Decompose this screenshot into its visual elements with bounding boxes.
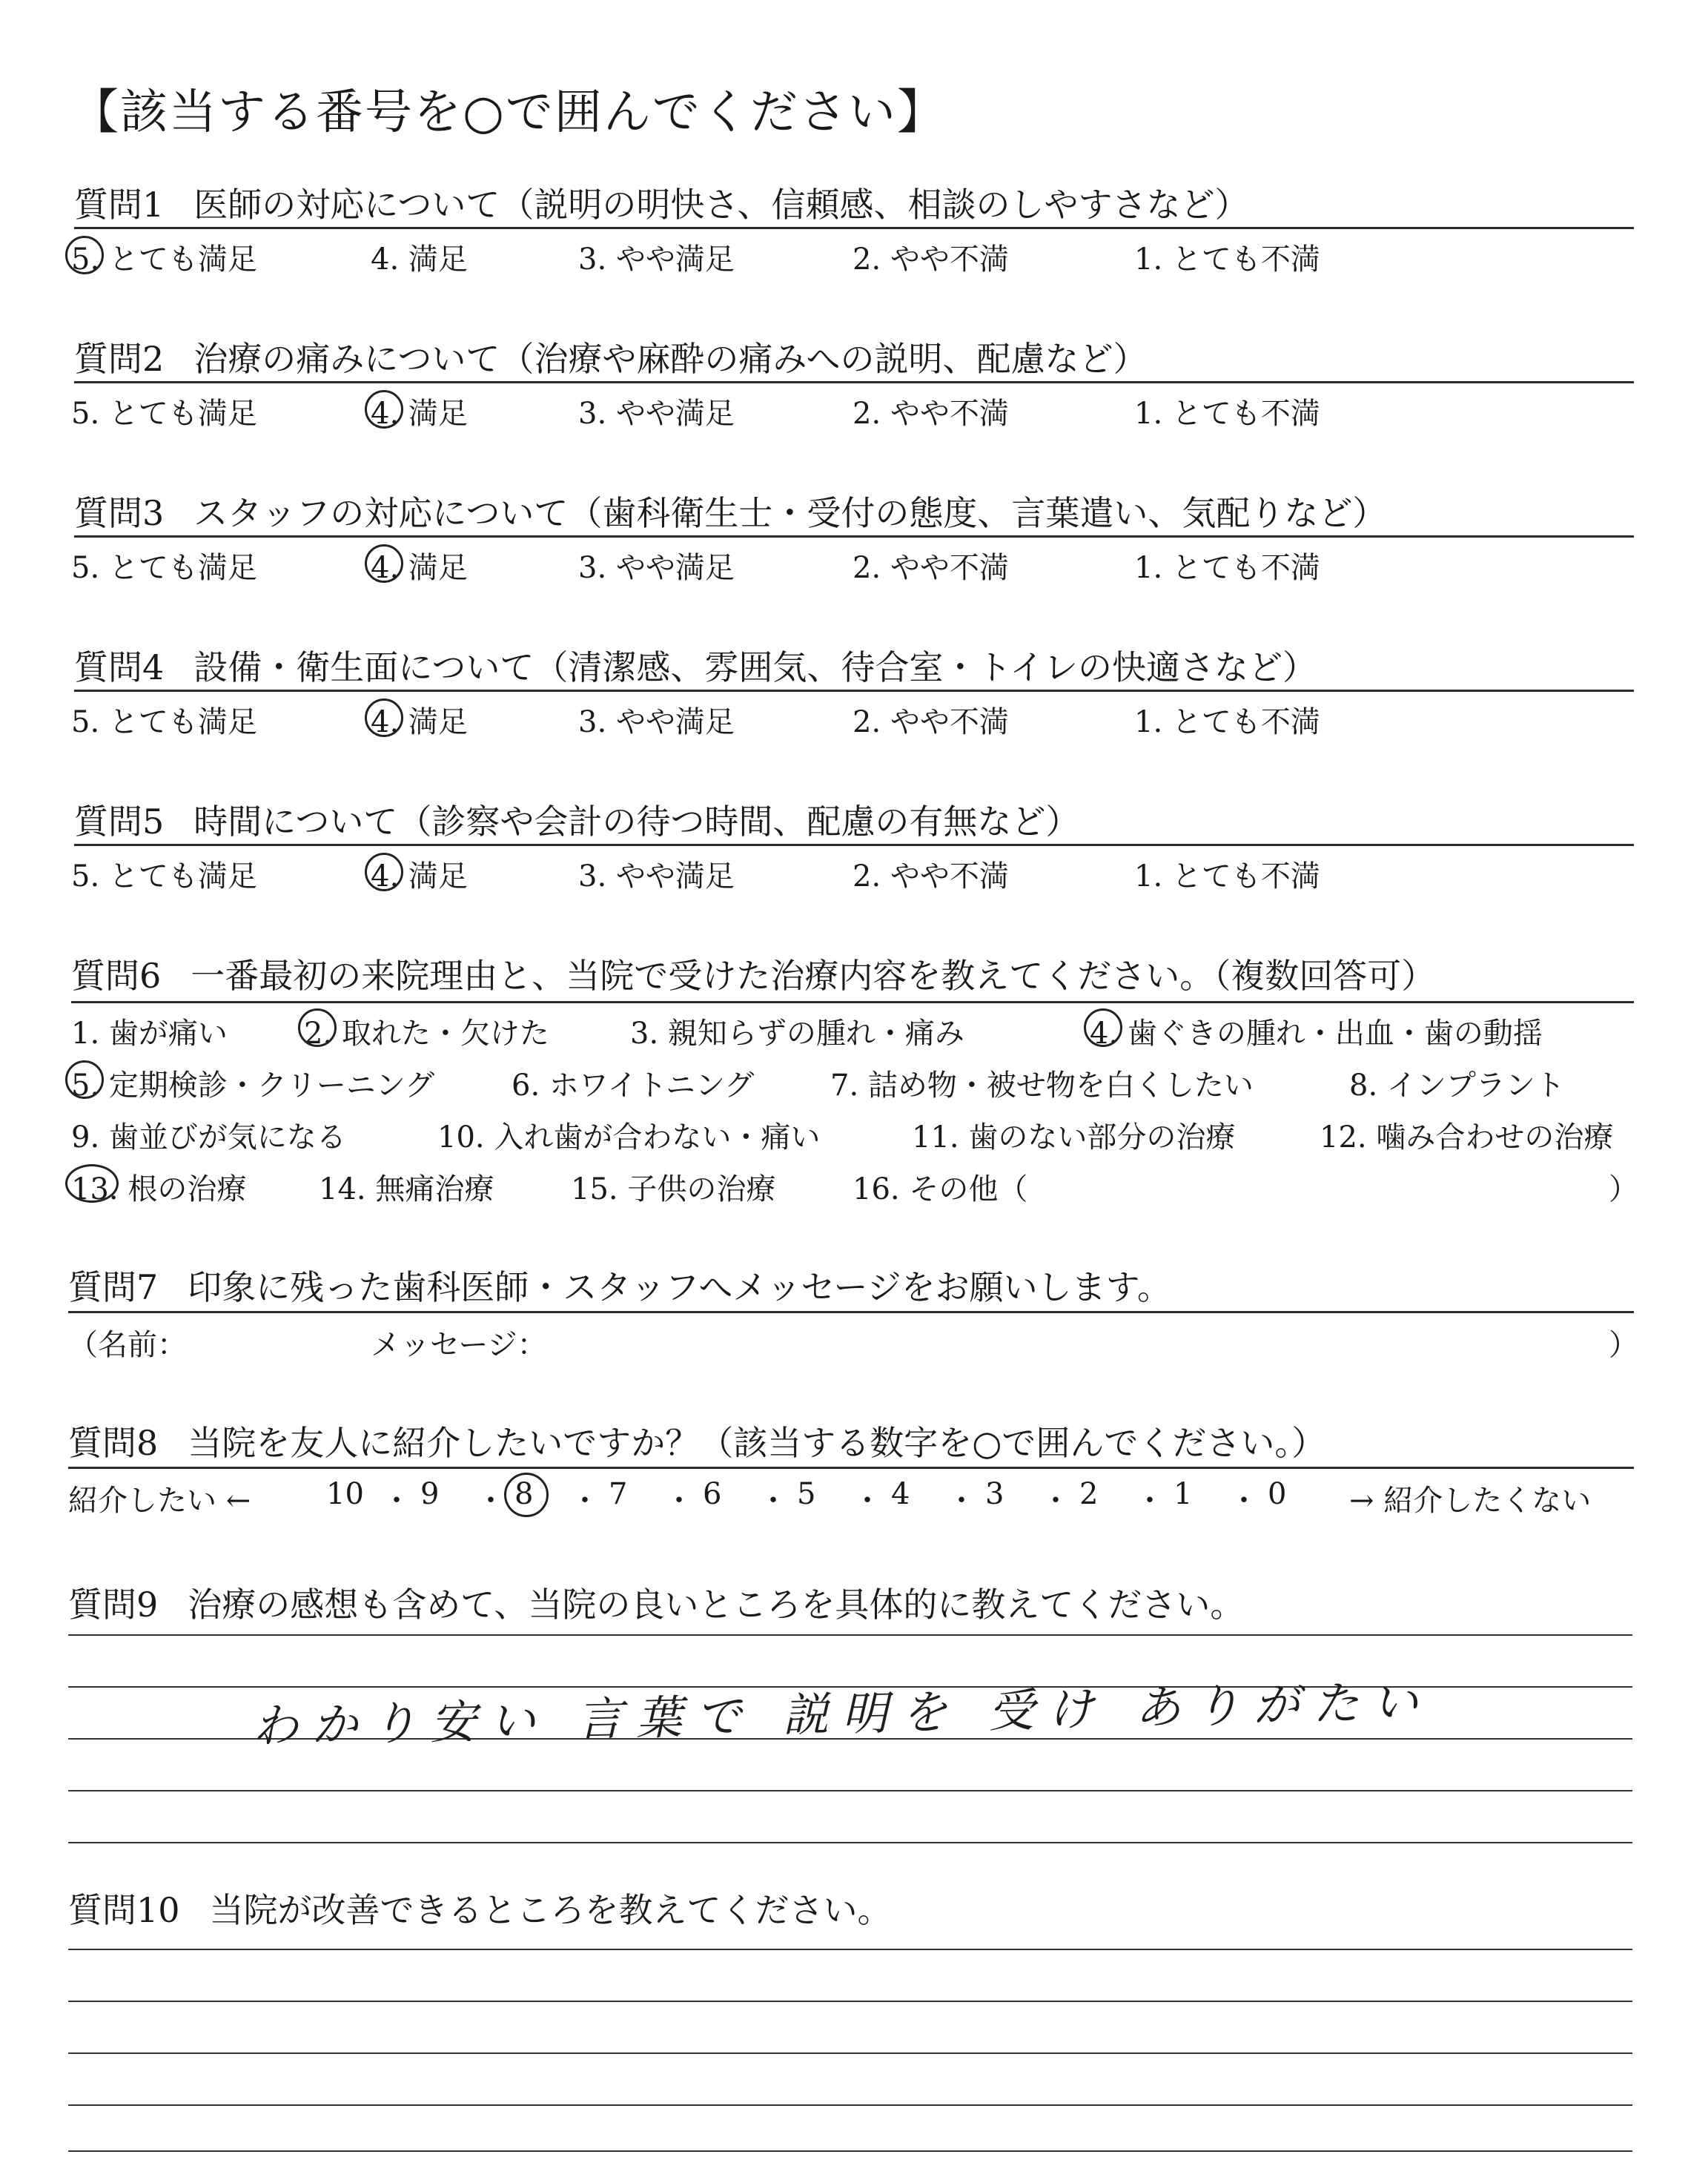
selected-circle	[365, 390, 403, 429]
q3-label: 質問3	[74, 493, 165, 533]
q8-scale-0[interactable]: 0	[1268, 1477, 1287, 1511]
q10-label: 質問10	[68, 1890, 180, 1930]
q8-right-label: → 紹介したくない	[1349, 1484, 1592, 1518]
q6-option-12[interactable]: 12. 噛み合わせの治療	[1320, 1120, 1614, 1155]
q8-scale-separator: ・	[1041, 1484, 1070, 1518]
rating-option-2[interactable]: 2. やや不満	[853, 859, 1009, 894]
rating-option-1[interactable]: 1. とても不満	[1134, 551, 1320, 585]
q10-line	[68, 2001, 1632, 2002]
q5-text: 時間について（診察や会計の待つ時間、配慮の有無など）	[193, 802, 1080, 842]
q9-line	[68, 1634, 1632, 1636]
q1-label: 質問1	[74, 185, 165, 225]
q9-line	[68, 1842, 1632, 1843]
q6-option-9[interactable]: 9. 歯並びが気になる	[71, 1120, 346, 1155]
q6-option-5[interactable]: 5. 定期検診・クリーニング	[71, 1069, 435, 1103]
q6-rule	[71, 1001, 1634, 1003]
rating-option-4[interactable]: 4. 満足	[371, 705, 468, 739]
q8-scale-7[interactable]: 7	[609, 1477, 628, 1511]
q6-option-8[interactable]: 8. インプラント	[1349, 1069, 1565, 1103]
q5-label: 質問5	[74, 802, 165, 842]
q1-rule	[74, 227, 1634, 229]
q8-rule	[68, 1467, 1634, 1469]
q3-heading	[74, 486, 1386, 535]
q8-scale-separator: ・	[947, 1484, 976, 1518]
rating-option-5[interactable]: 5. とても満足	[71, 859, 257, 894]
q8-scale-3[interactable]: 3	[985, 1477, 1004, 1511]
rating-option-1[interactable]: 1. とても不満	[1134, 397, 1320, 431]
q2-label: 質問2	[74, 339, 165, 379]
rating-option-2[interactable]: 2. やや不満	[853, 705, 1009, 739]
q5-rule	[74, 844, 1634, 846]
rating-option-2[interactable]: 2. やや不満	[853, 242, 1009, 277]
q6-option-16[interactable]: 16. その他（	[853, 1172, 1028, 1206]
q9-handwritten-answer[interactable]: わかり安い 言葉で 説明を 受け ありがたい	[251, 1674, 1432, 1754]
q8-scale-separator: ・	[1135, 1484, 1165, 1518]
q7-close: ）	[1609, 1328, 1638, 1362]
q8-scale-6[interactable]: 6	[703, 1477, 722, 1511]
q6-option-11[interactable]: 11. 歯のない部分の治療	[912, 1120, 1236, 1155]
q10-line	[68, 2104, 1632, 2106]
q10-line	[68, 2052, 1632, 2054]
q9-text: 治療の感想も含めて、当院の良いところを具体的に教えてください。	[188, 1585, 1245, 1625]
q8-scale-10[interactable]: 10	[326, 1477, 364, 1511]
rating-option-3[interactable]: 3. やや満足	[578, 242, 735, 277]
rating-option-2[interactable]: 2. やや不満	[853, 397, 1009, 431]
q8-text: 当院を友人に紹介したいですか？（該当する数字を○で囲んでください。）	[188, 1423, 1326, 1463]
q7-message-label[interactable]: メッセージ：	[371, 1328, 547, 1362]
rating-option-4[interactable]: 4. 満足	[371, 397, 468, 431]
q1-heading	[74, 178, 1249, 227]
q10-line	[68, 1949, 1632, 1950]
q6-label: 質問6	[71, 956, 162, 996]
q6-option-3[interactable]: 3. 親知らずの腫れ・痛み	[630, 1017, 964, 1051]
selected-circle	[365, 853, 403, 891]
q6-option-4[interactable]: 4. 歯ぐきの腫れ・出血・歯の動揺	[1090, 1017, 1543, 1051]
q2-text: 治療の痛みについて（治療や麻酔の痛みへの説明、配慮など）	[193, 339, 1148, 379]
q8-scale-separator: ・	[853, 1484, 882, 1518]
q6-option-14[interactable]: 14. 無痛治療	[319, 1172, 494, 1206]
q6-option-7[interactable]: 7. 詰め物・被せ物を白くしたい	[830, 1069, 1254, 1103]
q7-rule	[68, 1311, 1634, 1313]
page-title: 【該当する番号を○で囲んでください】	[71, 85, 946, 140]
selected-circle	[65, 236, 104, 274]
q4-text: 設備・衛生面について（清潔感、雰囲気、待合室・トイレの快適さなど）	[193, 647, 1317, 687]
q8-heading	[68, 1416, 1325, 1465]
q6-option-1[interactable]: 1. 歯が痛い	[71, 1017, 228, 1051]
q3-text: スタッフの対応について（歯科衛生士・受付の態度、言葉遣い、気配りなど）	[193, 493, 1387, 533]
rating-option-4[interactable]: 4. 満足	[371, 551, 468, 585]
q2-rule	[74, 381, 1634, 383]
q8-scale-separator: ・	[758, 1484, 788, 1518]
q6-option-13[interactable]: 13. 根の治療	[71, 1172, 247, 1206]
selected-circle	[365, 544, 403, 583]
q8-scale-separator: ・	[570, 1484, 600, 1518]
q10-text: 当院が改善できるところを教えてください。	[209, 1890, 892, 1930]
q5-heading	[74, 795, 1079, 844]
q8-scale-separator: ・	[664, 1484, 694, 1518]
q6-option-10[interactable]: 10. 入れ歯が合わない・痛い	[437, 1120, 821, 1155]
q7-name-label[interactable]: （名前：	[68, 1328, 187, 1362]
q8-left-label: 紹介したい ←	[68, 1484, 251, 1518]
q1-text: 医師の対応について（説明の明快さ、信頼感、相談のしやすさなど）	[193, 185, 1249, 225]
selected-circle	[365, 698, 403, 737]
rating-option-3[interactable]: 3. やや満足	[578, 859, 735, 894]
selected-circle	[504, 1473, 549, 1517]
selected-circle	[65, 1060, 104, 1099]
rating-option-5[interactable]: 5. とても満足	[71, 242, 257, 277]
q8-scale-5[interactable]: 5	[797, 1477, 816, 1511]
q3-rule	[74, 535, 1634, 538]
selected-circle	[65, 1164, 119, 1203]
q2-heading	[74, 332, 1147, 381]
q8-scale-separator: ・	[476, 1484, 506, 1518]
q6-option-2[interactable]: 2. 取れた・欠けた	[304, 1017, 549, 1051]
q6-text: 一番最初の来院理由と、当院で受けた治療内容を教えてください。（複数回答可）	[191, 956, 1436, 996]
rating-option-4[interactable]: 4. 満足	[371, 859, 468, 894]
q6-heading	[71, 949, 1435, 998]
rating-option-5[interactable]: 5. とても満足	[71, 551, 257, 585]
rating-option-5[interactable]: 5. とても満足	[71, 705, 257, 739]
q9-line	[68, 1790, 1632, 1791]
rating-option-3[interactable]: 3. やや満足	[578, 705, 735, 739]
rating-option-5[interactable]: 5. とても満足	[71, 397, 257, 431]
rating-option-1[interactable]: 1. とても不満	[1134, 242, 1320, 277]
rating-option-3[interactable]: 3. やや満足	[578, 551, 735, 585]
q8-label: 質問8	[68, 1423, 159, 1463]
q10-heading	[68, 1883, 892, 1932]
q9-heading	[68, 1578, 1244, 1627]
q8-scale-1[interactable]: 1	[1174, 1477, 1193, 1511]
q7-text: 印象に残った歯科医師・スタッフへメッセージをお願いします。	[188, 1267, 1171, 1307]
selected-circle	[298, 1008, 337, 1047]
q8-scale-separator: ・	[1229, 1484, 1259, 1518]
rating-option-1[interactable]: 1. とても不満	[1134, 705, 1320, 739]
q4-rule	[74, 690, 1634, 692]
q7-label: 質問7	[68, 1267, 159, 1307]
q8-scale-9[interactable]: 9	[420, 1477, 440, 1511]
q6-other-close: ）	[1609, 1172, 1638, 1206]
q4-heading	[74, 641, 1317, 690]
q4-label: 質問4	[74, 647, 165, 687]
q6-option-6[interactable]: 6. ホワイトニング	[512, 1069, 755, 1103]
q8-scale-separator: ・	[382, 1484, 411, 1518]
q8-scale-8[interactable]: 8	[514, 1477, 534, 1511]
rating-option-2[interactable]: 2. やや不満	[853, 551, 1009, 585]
q10-line	[68, 2150, 1632, 2152]
rating-option-1[interactable]: 1. とても不満	[1134, 859, 1320, 894]
q6-option-15[interactable]: 15. 子供の治療	[571, 1172, 776, 1206]
selected-circle	[1084, 1008, 1122, 1047]
rating-option-3[interactable]: 3. やや満足	[578, 397, 735, 431]
rating-option-4[interactable]: 4. 満足	[371, 242, 468, 277]
q8-scale-4[interactable]: 4	[891, 1477, 910, 1511]
q8-scale-2[interactable]: 2	[1079, 1477, 1099, 1511]
q9-label: 質問9	[68, 1585, 159, 1625]
q7-heading	[68, 1261, 1171, 1309]
